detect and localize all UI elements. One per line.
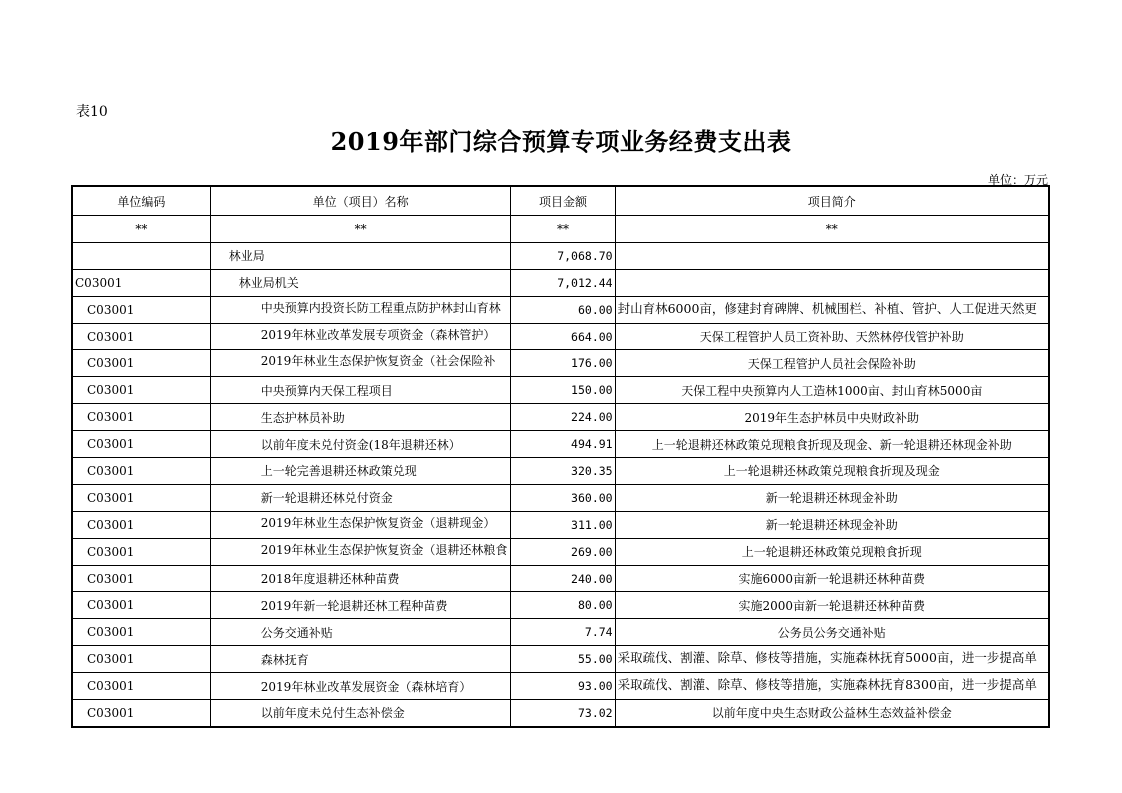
- project-desc-cell: 上一轮退耕还林政策兑现粮食折现: [615, 538, 1049, 565]
- table-body: [72, 242, 1049, 727]
- amount-cell: 55.00: [511, 646, 615, 673]
- project-desc-cell: 新一轮退耕还林现金补助: [615, 484, 1049, 511]
- project-desc-cell: 公务员公务交通补贴: [615, 619, 1049, 646]
- project-desc-cell: [615, 673, 1049, 700]
- unit-code-cell: C03001: [72, 458, 210, 485]
- project-desc-cell: 以前年度中央生态财政公益林生态效益补偿金: [615, 700, 1049, 727]
- table-row: [72, 377, 1049, 404]
- table-row: [72, 565, 1049, 592]
- budget-table: [71, 185, 1050, 728]
- amount-cell: 269.00: [511, 538, 615, 565]
- table-row: [72, 592, 1049, 619]
- unit-code-cell: C03001: [72, 404, 210, 431]
- unit-code-cell: C03001: [72, 377, 210, 404]
- unit-code-cell: C03001: [72, 646, 210, 673]
- table-row: [72, 700, 1049, 727]
- unit-code-cell: C03001: [72, 431, 210, 458]
- header-row: [72, 186, 1049, 216]
- amount-cell: 360.00: [511, 484, 615, 511]
- unit-code-cell: C03001: [72, 592, 210, 619]
- project-name-text: 中央预算内投资长防工程重点防护林封山育林: [260, 300, 501, 315]
- amount-cell: 150.00: [511, 377, 615, 404]
- project-name-cell: 以前年度未兑付资金(18年退耕还林）: [210, 431, 511, 458]
- amount-cell: 7,068.70: [511, 242, 615, 269]
- unit-code-cell: C03001: [72, 700, 210, 727]
- unit-code-cell: C03001: [72, 350, 210, 377]
- table-header: [72, 186, 1049, 242]
- unit-code-cell: C03001: [72, 296, 210, 323]
- project-name-cell: 新一轮退耕还林兑付资金: [210, 484, 511, 511]
- unit-label: 单位：万元: [987, 173, 1048, 187]
- table-row: [72, 619, 1049, 646]
- table-row: [72, 242, 1049, 269]
- table-row: [72, 484, 1049, 511]
- project-name-cell: 2019年林业改革发展资金（森林培育）: [210, 673, 511, 700]
- project-name-cell: [210, 296, 511, 323]
- table-row: [72, 350, 1049, 377]
- table-row: [72, 646, 1049, 673]
- project-name-cell: [210, 538, 511, 565]
- amount-cell: 311.00: [511, 511, 615, 538]
- project-desc-cell: [615, 269, 1049, 296]
- project-name-text: 2019年林业改革发展专项资金（森林管护）: [260, 327, 496, 342]
- amount-cell: 60.00: [511, 296, 615, 323]
- amount-cell: 664.00: [511, 323, 615, 350]
- header-desc: 项目简介: [615, 186, 1049, 216]
- project-name-cell: 2019年新一轮退耕还林工程种苗费: [210, 592, 511, 619]
- table-row: [72, 673, 1049, 700]
- project-desc-cell: 上一轮退耕还林政策兑现粮食折现及现金: [615, 458, 1049, 485]
- amount-cell: 320.35: [511, 458, 615, 485]
- amount-cell: 176.00: [511, 350, 615, 377]
- table-row: [72, 404, 1049, 431]
- project-name-cell: [210, 350, 511, 377]
- table-row: [72, 269, 1049, 296]
- project-desc-cell: 实施2000亩新一轮退耕还林种苗费: [615, 592, 1049, 619]
- project-desc-text: 采取疏伐、割灌、除草、修枝等措施，实施森林抚育5000亩，进一步提高单: [617, 650, 1037, 666]
- project-desc-cell: [615, 242, 1049, 269]
- project-name-cell: 中央预算内天保工程项目: [210, 377, 511, 404]
- star-cell: **: [210, 216, 511, 243]
- unit-code-cell: C03001: [72, 538, 210, 565]
- project-desc-cell: 天保工程中央预算内人工造林1000亩、封山育林5000亩: [615, 377, 1049, 404]
- table-number-label: 表10: [76, 104, 108, 120]
- project-name-cell: 林业局: [210, 242, 511, 269]
- project-name-cell: 森林抚育: [210, 646, 511, 673]
- unit-code-cell: C03001: [72, 269, 210, 296]
- table-row: [72, 431, 1049, 458]
- table-row: [72, 296, 1049, 323]
- project-name-cell: [210, 511, 511, 538]
- project-desc-cell: 2019年生态护林员中央财政补助: [615, 404, 1049, 431]
- project-name-cell: [210, 323, 511, 350]
- table-row: [72, 323, 1049, 350]
- project-name-text: 2019年林业生态保护恢复资金（退耕还林粮食: [260, 542, 508, 557]
- amount-cell: 93.00: [511, 673, 615, 700]
- amount-cell: 7.74: [511, 619, 615, 646]
- amount-cell: 240.00: [511, 565, 615, 592]
- project-name-cell: 上一轮完善退耕还林政策兑现: [210, 458, 511, 485]
- page-title: 2019年部门综合预算专项业务经费支出表: [330, 127, 792, 156]
- unit-code-cell: C03001: [72, 511, 210, 538]
- table-row: [72, 538, 1049, 565]
- unit-code-cell: C03001: [72, 323, 210, 350]
- amount-cell: 494.91: [511, 431, 615, 458]
- project-name-cell: 林业局机关: [210, 269, 511, 296]
- project-desc-cell: 上一轮退耕还林政策兑现粮食折现及现金、新一轮退耕还林现金补助: [615, 431, 1049, 458]
- star-row: [72, 216, 1049, 243]
- project-name-cell: 以前年度未兑付生态补偿金: [210, 700, 511, 727]
- header-name: 单位（项目）名称: [210, 186, 511, 216]
- amount-cell: 73.02: [511, 700, 615, 727]
- project-desc-cell: 天保工程管护人员社会保险补助: [615, 350, 1049, 377]
- project-name-cell: 2018年度退耕还林种苗费: [210, 565, 511, 592]
- star-cell: **: [72, 216, 210, 243]
- project-name-cell: 生态护林员补助: [210, 404, 511, 431]
- project-desc-cell: [615, 646, 1049, 673]
- unit-code-cell: C03001: [72, 673, 210, 700]
- project-desc-cell: [615, 296, 1049, 323]
- unit-code-cell: C03001: [72, 484, 210, 511]
- unit-code-cell: C03001: [72, 565, 210, 592]
- unit-code-cell: C03001: [72, 619, 210, 646]
- header-amount: 项目金额: [511, 186, 615, 216]
- project-desc-cell: 新一轮退耕还林现金补助: [615, 511, 1049, 538]
- project-desc-text: 封山育林6000亩，修建封育碑牌、机械围栏、补植、管护、人工促进天然更: [617, 300, 1037, 316]
- unit-code-cell: [72, 242, 210, 269]
- project-desc-text: 采取疏伐、割灌、除草、修枝等措施，实施森林抚育8300亩，进一步提高单: [617, 677, 1037, 693]
- table-row: [72, 511, 1049, 538]
- project-name-cell: 公务交通补贴: [210, 619, 511, 646]
- project-desc-cell: 实施6000亩新一轮退耕还林种苗费: [615, 565, 1049, 592]
- project-name-text: 2019年林业生态保护恢复资金（社会保险补: [260, 354, 496, 369]
- amount-cell: 224.00: [511, 404, 615, 431]
- project-desc-cell: 天保工程管护人员工资补助、天然林停伐管护补助: [615, 323, 1049, 350]
- amount-cell: 7,012.44: [511, 269, 615, 296]
- header-code: 单位编码: [72, 186, 210, 216]
- star-cell: **: [615, 216, 1049, 243]
- table-row: [72, 458, 1049, 485]
- amount-cell: 80.00: [511, 592, 615, 619]
- project-name-text: 2019年林业生态保护恢复资金（退耕现金）: [260, 515, 496, 530]
- star-cell: **: [511, 216, 615, 243]
